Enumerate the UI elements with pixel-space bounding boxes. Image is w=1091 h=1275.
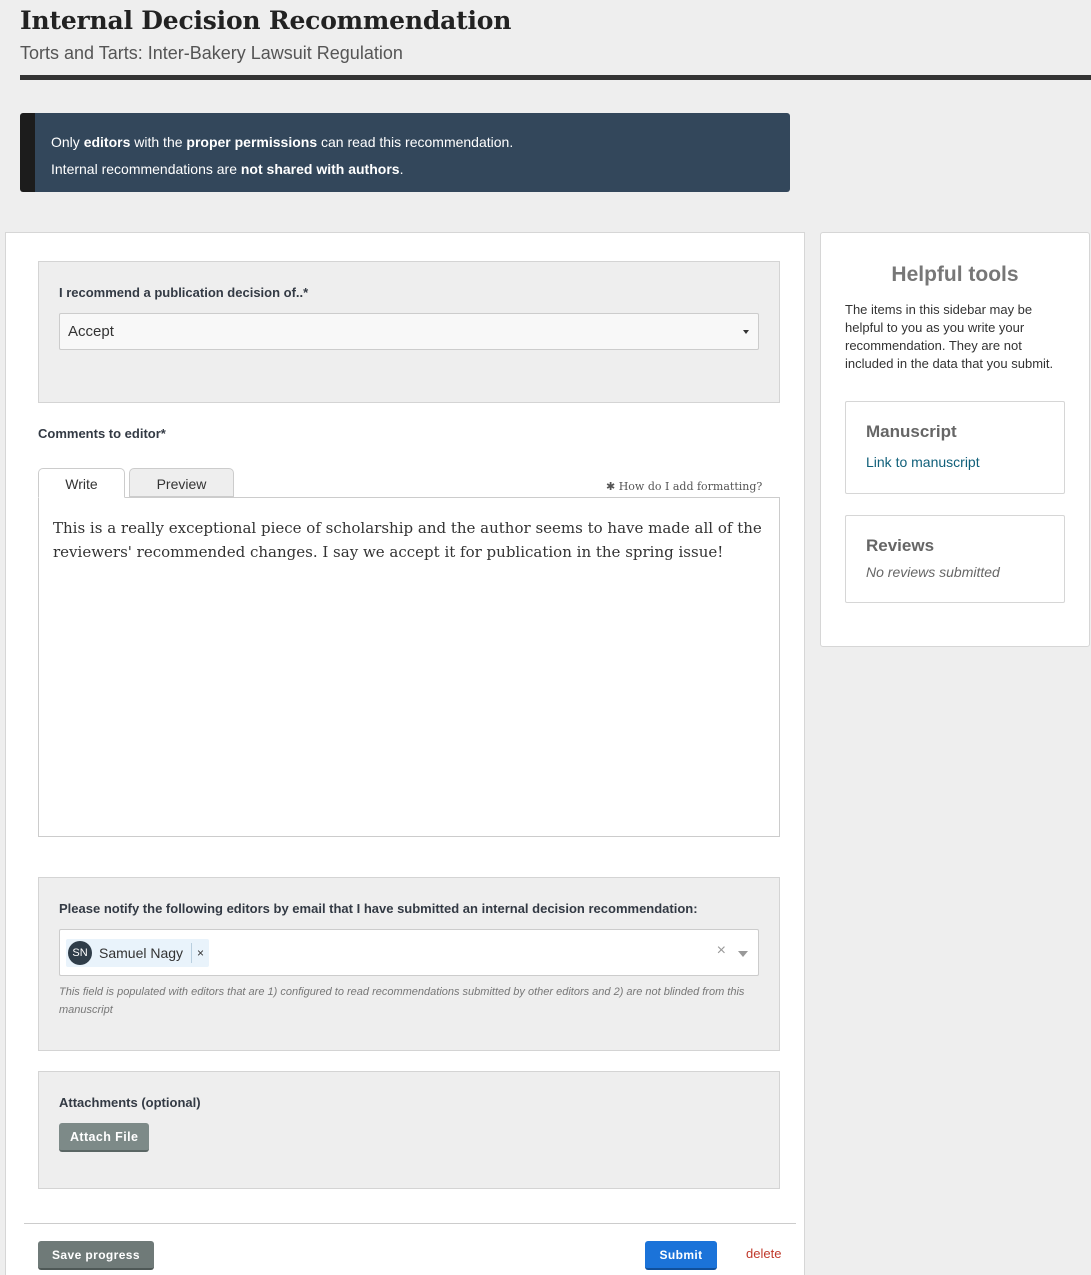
- comments-textarea[interactable]: This is a really exceptional piece of scholarship and the author seems to have made all of the reviewers' recommended changes. I say we accept it for publication in the spring issue!: [38, 497, 780, 837]
- page-title: Internal Decision Recommendation: [20, 6, 512, 35]
- sidebar-title: Helpful tools: [891, 263, 1019, 286]
- attach-file-button[interactable]: Attach File: [59, 1123, 149, 1152]
- comments-label: Comments to editor*: [38, 426, 166, 441]
- sidebar-description: The items in this sidebar may be helpful to you as you write your recommendation. They are not included in the data that you submit.: [845, 302, 1054, 371]
- formatting-help-link[interactable]: ✱ How do I add formatting?: [606, 480, 763, 493]
- notice-line-2: Internal recommendations are not shared with authors.: [51, 161, 404, 177]
- helpful-tools-sidebar: [820, 232, 1090, 647]
- title-divider: [20, 75, 1091, 80]
- delete-link[interactable]: delete: [746, 1246, 782, 1261]
- manuscript-title: Manuscript: [866, 422, 957, 441]
- manuscript-link[interactable]: Link to manuscript: [866, 454, 980, 470]
- submit-button[interactable]: Submit: [645, 1241, 717, 1270]
- reviews-title: Reviews: [866, 536, 935, 555]
- decision-panel: [38, 261, 780, 403]
- save-progress-button[interactable]: Save progress: [38, 1241, 154, 1270]
- permissions-notice: [20, 113, 790, 192]
- notify-panel: [38, 877, 780, 1051]
- footer-divider: [24, 1223, 796, 1224]
- notify-editors-select[interactable]: [59, 929, 759, 976]
- attachments-panel: [38, 1071, 780, 1189]
- page-subtitle: Torts and Tarts: Inter-Bakery Lawsuit Regulation: [20, 43, 403, 63]
- caret-down-icon: [743, 330, 749, 334]
- reviews-box: [845, 515, 1065, 603]
- reviews-empty-text: No reviews submitted: [866, 564, 1000, 580]
- decision-label: I recommend a publication decision of..*: [59, 285, 309, 300]
- notify-label: Please notify the following editors by email that I have submitted an internal decision recommendation:: [59, 901, 698, 916]
- attachments-label: Attachments (optional): [59, 1095, 201, 1110]
- tab-write[interactable]: Write: [38, 468, 125, 498]
- notice-line-1: Only editors with the proper permissions can read this recommendation.: [51, 134, 514, 150]
- decision-select[interactable]: [59, 313, 759, 350]
- clear-icon[interactable]: ×: [716, 942, 726, 959]
- notify-help-text: This field is populated with editors that are 1) configured to read recommendations submitted by other editors and 2) are not blinded from this manuscript: [59, 986, 745, 1016]
- chevron-down-icon[interactable]: [738, 951, 748, 957]
- avatar: SN: [68, 941, 92, 965]
- editor-tag: [66, 939, 209, 967]
- manuscript-box: [845, 401, 1065, 494]
- tab-preview[interactable]: Preview: [129, 468, 234, 497]
- remove-tag-icon[interactable]: ×: [191, 943, 209, 963]
- editor-tag-name: Samuel Nagy: [99, 945, 184, 961]
- decision-select-value: Accept: [68, 323, 114, 340]
- recommendation-form: [5, 232, 805, 1275]
